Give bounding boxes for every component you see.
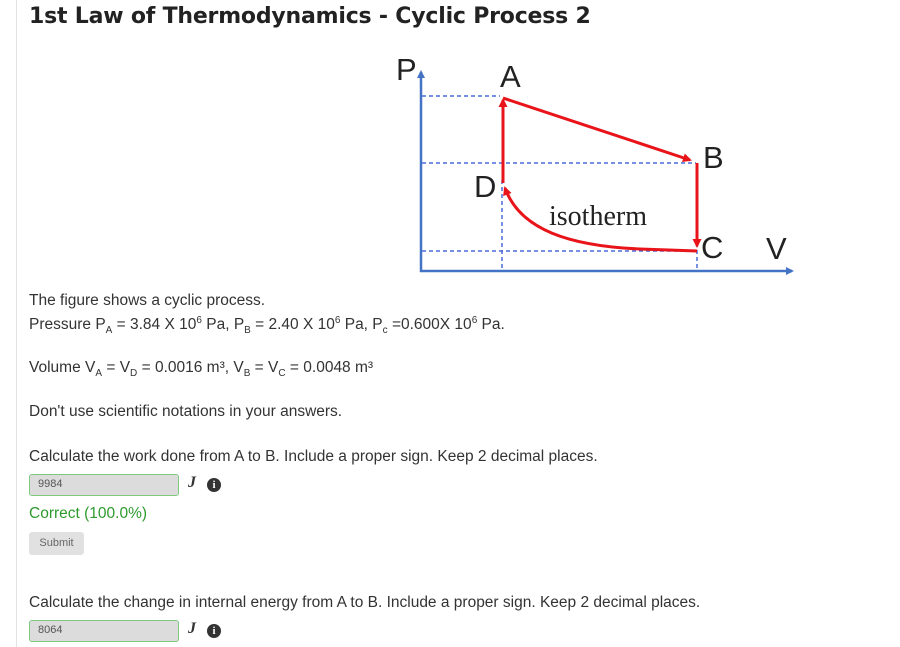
va-subscript: A	[95, 368, 103, 379]
question-2-text: Calculate the change in internal energy from A to B. Include a proper sign. Keep 2 decimal places.	[29, 594, 701, 611]
pa-unit: Pa, P	[201, 316, 245, 333]
info-icon-2[interactable]: i	[207, 624, 221, 638]
pc-subscript: c	[382, 325, 388, 336]
answer-1-input[interactable]: 9984	[29, 474, 179, 496]
pa-exponent: 6	[196, 315, 202, 326]
pressure-line	[29, 315, 505, 336]
vd-subscript: D	[130, 368, 138, 379]
pb-value: = 2.40 X 10	[250, 316, 335, 333]
pb-exponent: 6	[334, 315, 341, 326]
vc-subscript: C	[278, 368, 286, 379]
pv-diagram	[380, 48, 820, 280]
vd-join: = V	[102, 359, 131, 376]
vb-subscript: B	[243, 368, 251, 379]
volume-prefix: Volume V	[29, 359, 96, 376]
point-b-label: B	[703, 140, 724, 175]
p-axis-label: P	[396, 52, 417, 87]
page-left-border	[16, 0, 17, 647]
process-a-to-b	[503, 98, 690, 160]
point-d-label: D	[474, 169, 497, 204]
info-icon[interactable]: i	[207, 478, 221, 492]
answer-2-input[interactable]: 8064	[29, 620, 179, 642]
answer-1-feedback: Correct (100.0%)	[29, 505, 148, 522]
question-1-text: Calculate the work done from A to B. Include a proper sign. Keep 2 decimal places.	[29, 448, 598, 465]
pb-unit: Pa, P	[340, 316, 383, 333]
pc-unit: Pa.	[477, 316, 505, 333]
vc-join: = V	[250, 359, 279, 376]
pc-exponent: 6	[471, 315, 478, 326]
answer-1-unit: J	[188, 474, 196, 491]
v1-value: = 0.0016 m³, V	[137, 359, 244, 376]
instruction-note: Don't use scientific notations in your answers.	[29, 403, 343, 420]
isotherm-label: isotherm	[549, 201, 647, 232]
answer-2-unit: J	[188, 620, 196, 637]
point-a-label: A	[500, 59, 521, 94]
volume-line	[29, 359, 373, 379]
submit-button[interactable]: Submit	[29, 532, 84, 555]
point-c-label: C	[701, 230, 724, 265]
pc-value: =0.600X 10	[387, 316, 472, 333]
v-axis-label: V	[766, 231, 787, 266]
v2-value: = 0.0048 m³	[285, 359, 374, 376]
page-title: 1st Law of Thermodynamics - Cyclic Process 2	[29, 4, 591, 29]
pb-subscript: B	[244, 325, 251, 336]
problem-intro: The figure shows a cyclic process.	[29, 292, 266, 309]
pressure-prefix: Pressure P	[29, 316, 106, 333]
pa-subscript: A	[105, 325, 113, 336]
pa-value: = 3.84 X 10	[112, 316, 197, 333]
